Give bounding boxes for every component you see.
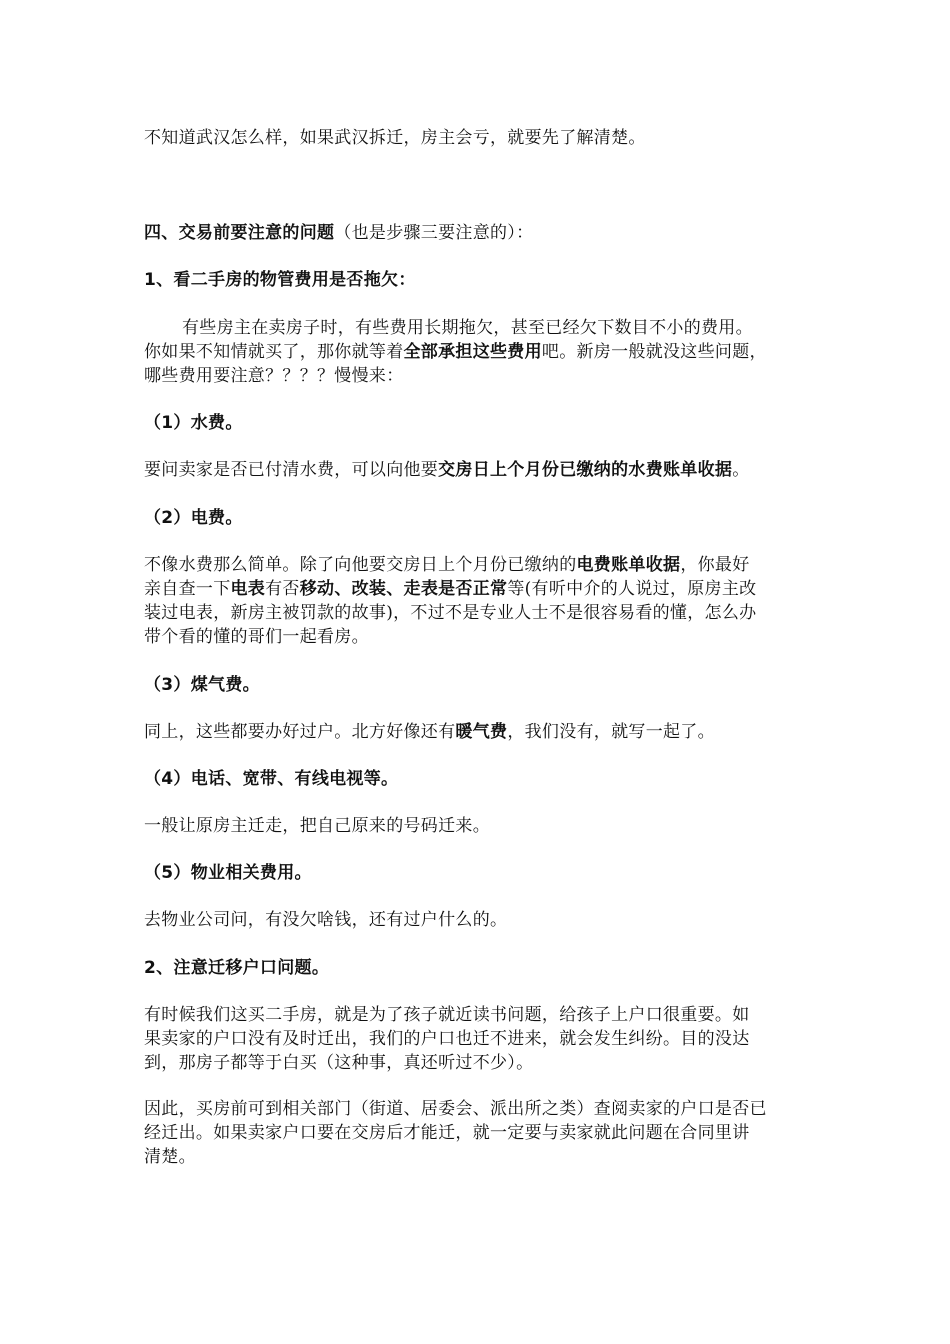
- gas-fee-text: [144, 720, 824, 744]
- item-2-paragraph-1-line-3: 到，那房子都等于白买（这种事，真还听过不少）。: [144, 1053, 534, 1073]
- emphasis-span: 移动、改装、走表是否正常: [299, 579, 508, 599]
- text-span: 吧。新房一般就没这些问题，: [541, 342, 767, 362]
- section-4-title: 四、交易前要注意的问题: [144, 223, 335, 243]
- electric-fee-line-3: 装过电表，新房主被罚款的故事)，不过不是专业人士不是很容易看的懂，怎么办: [144, 603, 757, 623]
- item-2-paragraph-1-line-2: 果卖家的户口没有及时迁出，我们的户口也迁不进来，就会发生纠纷。目的没达: [144, 1029, 750, 1049]
- electric-fee-line-1: [144, 553, 824, 577]
- text-span: 等(有听中介的人说过，原房主改: [507, 579, 757, 599]
- water-fee-heading: （1）水费。: [144, 413, 243, 433]
- electric-fee-heading: （2）电费。: [144, 508, 243, 528]
- text-span: 要问卖家是否已付清水费，可以向他要: [144, 460, 439, 480]
- section-4-title-note: （也是步骤三要注意的）：: [334, 223, 534, 243]
- item-2-paragraph-2-line-1: 因此，买房前可到相关部门（街道、居委会、派出所之类）查阅卖家的户口是否已: [144, 1099, 767, 1119]
- property-fee-heading: （5）物业相关费用。: [144, 863, 312, 883]
- text-span: 。: [732, 460, 750, 480]
- item-2-heading: 2、注意迁移户口问题。: [144, 958, 330, 978]
- text-span: 有否: [265, 579, 300, 599]
- item-2-paragraph-1-line-1: 有时候我们这买二手房，就是为了孩子就近读书问题，给孩子上户口很重要。如: [144, 1005, 750, 1025]
- item-2-paragraph-2-line-2: 经迁出。如果卖家户口要在交房后才能迁，就一定要与卖家就此问题在合同里讲: [144, 1123, 750, 1143]
- intro-paragraph: [144, 126, 824, 150]
- phone-fee-heading: （4）电话、宽带、有线电视等。: [144, 769, 399, 789]
- text-span: 你如果不知情就买了，那你就等着: [144, 342, 404, 362]
- water-fee-text: [144, 458, 824, 482]
- emphasis-span: 暖气费: [455, 722, 508, 742]
- emphasis-span: 电表: [230, 579, 266, 599]
- property-fee-text: 去物业公司问，有没欠啥钱，还有过户什么的。: [144, 910, 508, 930]
- intro-text: 不知道武汉怎么样，如果武汉拆迁，房主会亏，就要先了解清楚。: [144, 128, 646, 148]
- item-1-paragraph-line-2: [144, 340, 824, 364]
- text-span: 不像水费那么简单。除了向他要交房日上个月份已缴纳的: [144, 555, 577, 575]
- text-span: ，你最好: [680, 555, 750, 575]
- emphasis-span: 全部承担这些费用: [403, 342, 542, 362]
- item-1-heading: 1、看二手房的物管费用是否拖欠：: [144, 270, 416, 290]
- emphasis-span: 交房日上个月份已缴纳的水费账单收据: [438, 460, 733, 480]
- item-1-paragraph-line-1: 有些房主在卖房子时，有些费用长期拖欠，甚至已经欠下数目不小的费用。: [182, 318, 753, 338]
- section-4-heading: [144, 221, 824, 245]
- text-span: ，我们没有，就写一起了。: [507, 722, 715, 742]
- phone-fee-text: 一般让原房主迁走，把自己原来的号码迁来。: [144, 816, 490, 836]
- item-1-paragraph-line-3: 哪些费用要注意？？？？慢慢来：: [144, 366, 404, 386]
- gas-fee-heading: （3）煤气费。: [144, 675, 260, 695]
- electric-fee-line-4: 带个看的懂的哥们一起看房。: [144, 627, 369, 647]
- item-2-paragraph-2-line-3: 清楚。: [144, 1147, 196, 1167]
- text-span: 同上，这些都要办好过户。北方好像还有: [144, 722, 456, 742]
- emphasis-span: 电费账单收据: [576, 555, 681, 575]
- text-span: 亲自查一下: [144, 579, 231, 599]
- electric-fee-line-2: [144, 577, 824, 601]
